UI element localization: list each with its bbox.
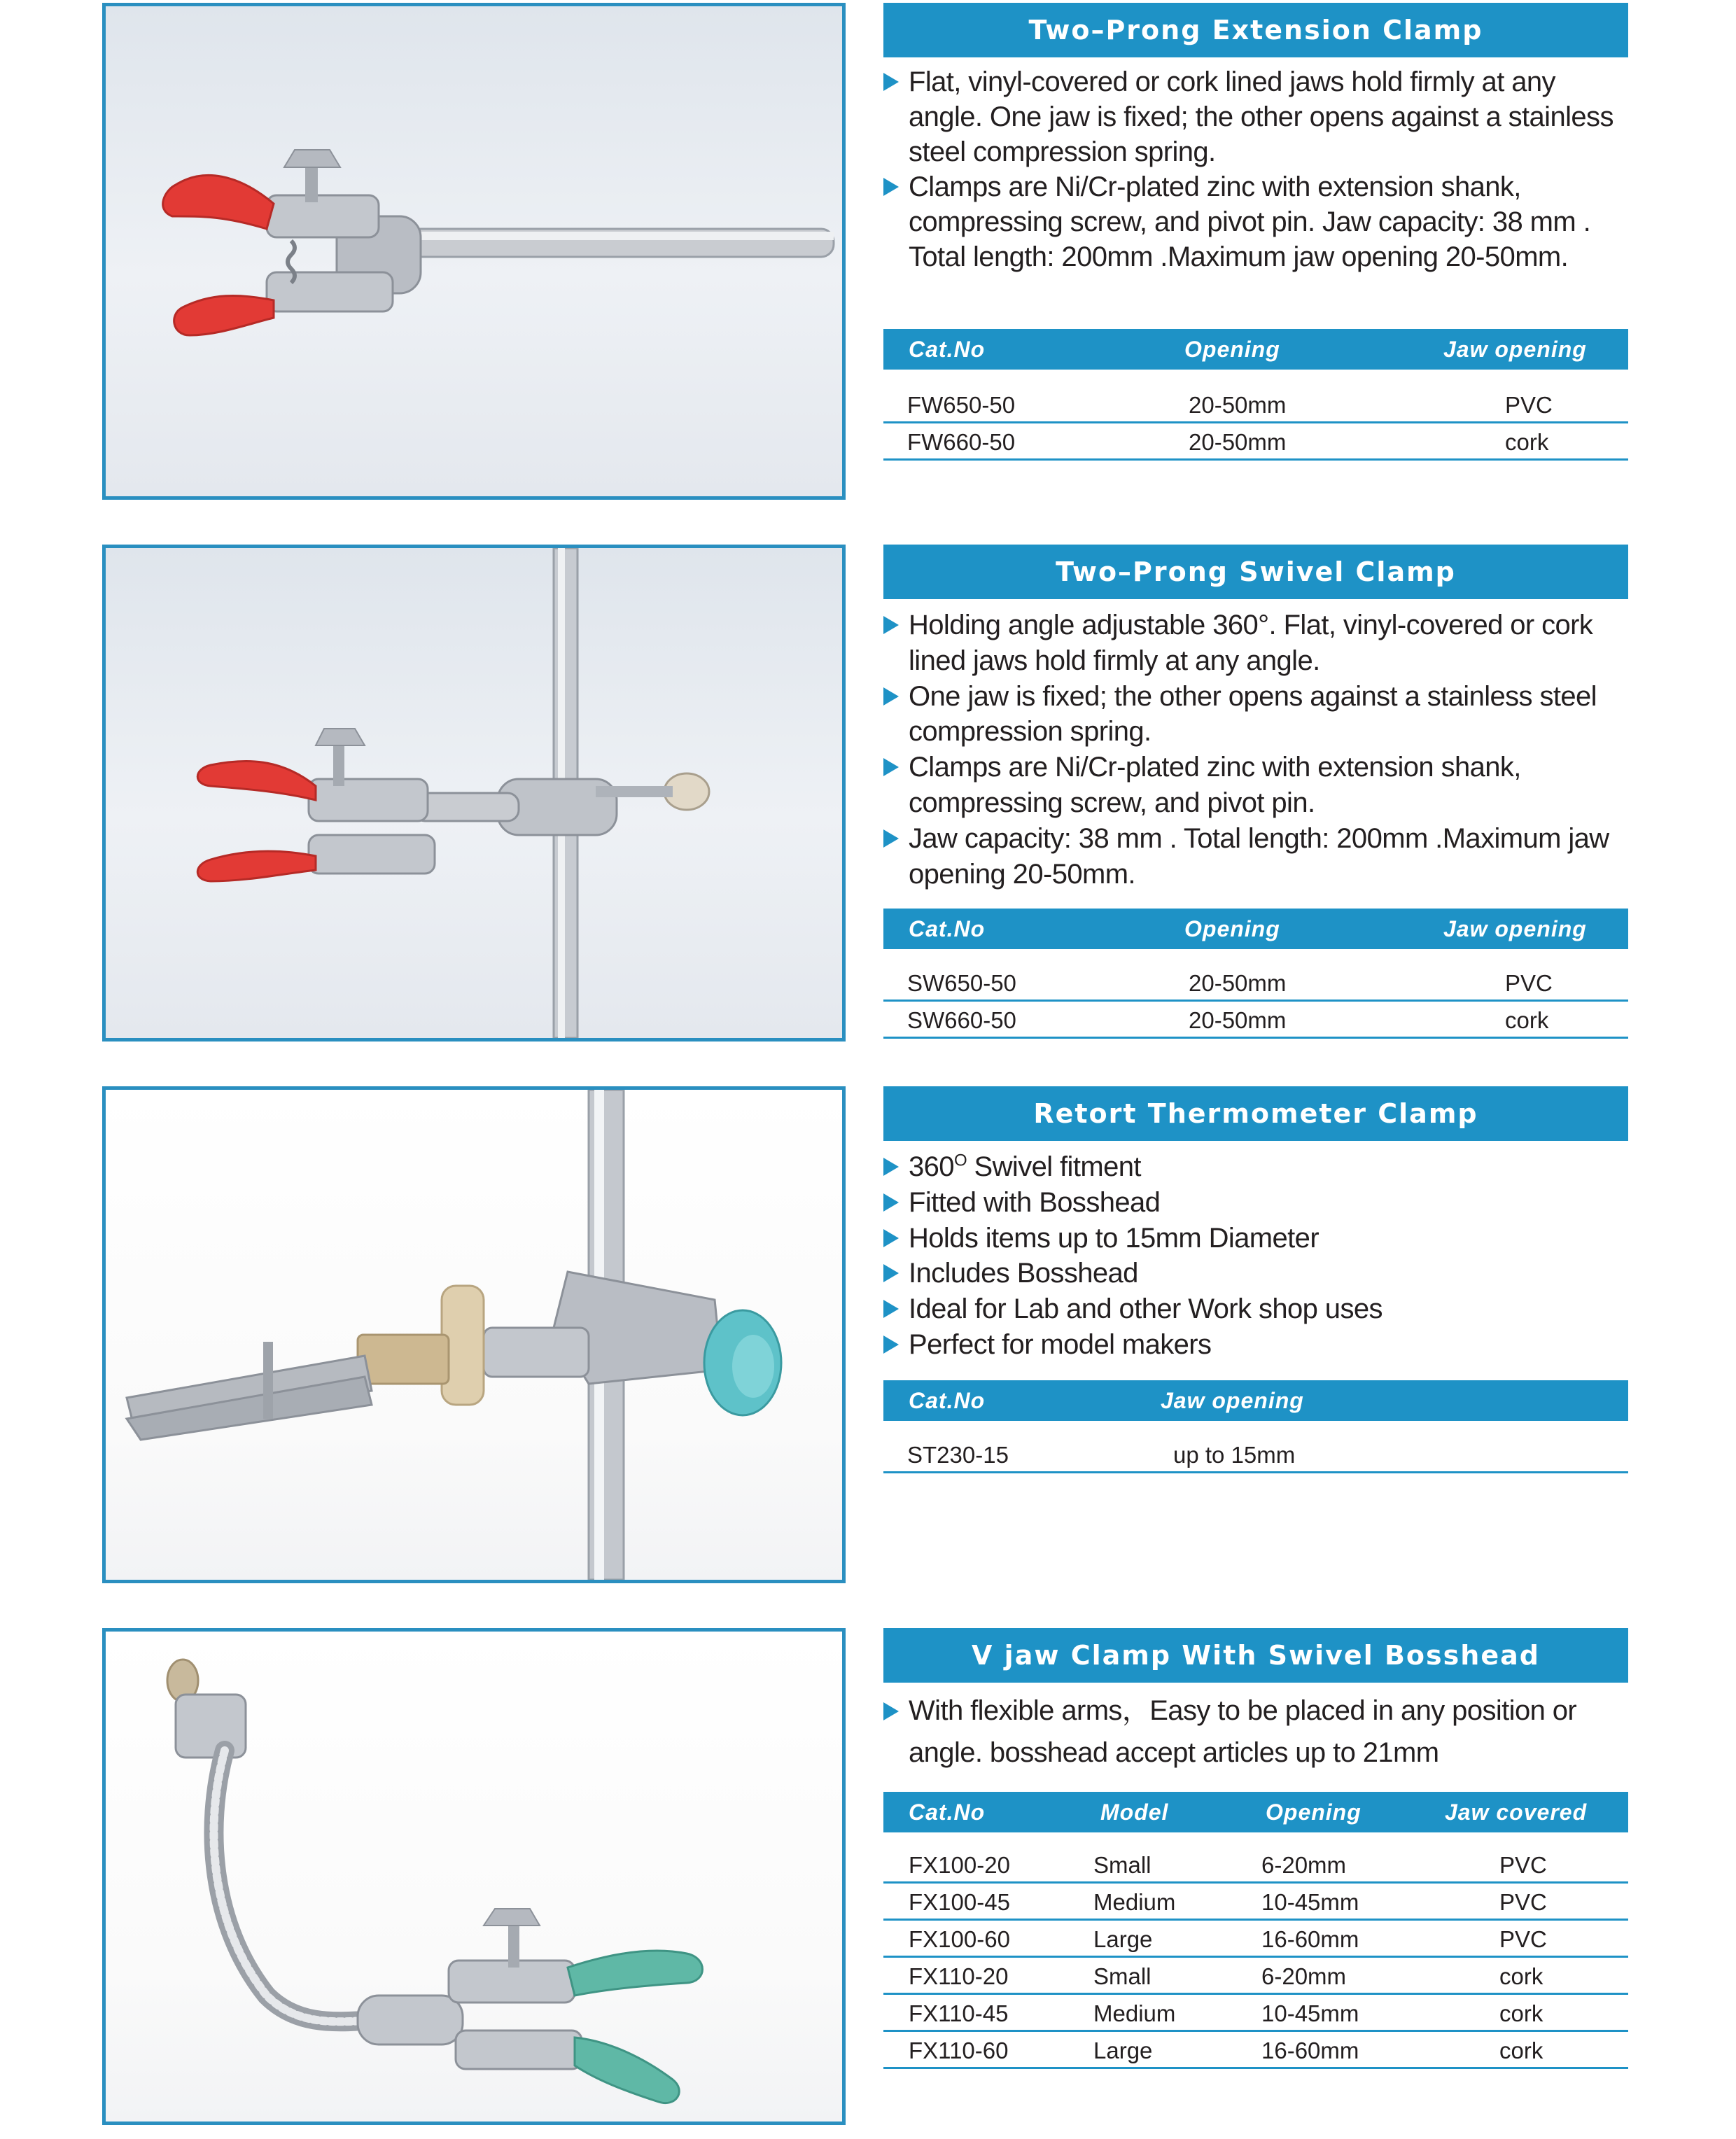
table-header bbox=[883, 1380, 1628, 1421]
feature-list bbox=[883, 608, 1628, 892]
bullet-triangle-icon bbox=[883, 758, 899, 776]
bullet-triangle-icon bbox=[883, 687, 899, 706]
swivel-clamp-icon bbox=[106, 548, 842, 1038]
feature-item: Holding angle adjustable 360°. Flat, vinyl-covered or cork lined jaws hold firmly at any angle. bbox=[883, 608, 1628, 679]
feature-item: Clamps are Ni/Cr-plated zinc with extension shank, compressing screw, and pivot pin. Jaw capacity: 38 mm . Total length: 200mm .Maximum jaw opening 20-50mm. bbox=[883, 169, 1628, 274]
table-row: SW660-50 20-50mm cork bbox=[883, 1000, 1628, 1039]
feature-item: Jaw capacity: 38 mm . Total length: 200mm .Maximum jaw opening 20-50mm. bbox=[883, 821, 1628, 892]
bullet-triangle-icon bbox=[883, 829, 899, 848]
bullet-triangle-icon bbox=[883, 1158, 899, 1176]
col-header-opening: Opening bbox=[1184, 337, 1280, 362]
bullet-triangle-icon bbox=[883, 616, 899, 634]
section-title: V jaw Clamp With Swivel Bosshead bbox=[883, 1628, 1628, 1683]
col-header-opening: Opening bbox=[1266, 1800, 1362, 1825]
col-header-jaw-opening: Jaw opening bbox=[1443, 916, 1587, 941]
v-jaw-clamp-photo bbox=[102, 1628, 846, 2125]
table-row: ST230-15 up to 15mm bbox=[883, 1435, 1628, 1473]
feature-item: Includes Bosshead bbox=[883, 1256, 1628, 1291]
col-header-cat-no: Cat.No bbox=[909, 337, 986, 362]
col-header-jaw-opening: Jaw opening bbox=[1161, 1388, 1304, 1413]
col-header-jaw-opening: Jaw opening bbox=[1443, 337, 1587, 362]
feature-item: Holds items up to 15mm Diameter bbox=[883, 1221, 1628, 1256]
bullet-triangle-icon bbox=[883, 178, 899, 196]
col-header-jaw-covered: Jaw covered bbox=[1445, 1800, 1588, 1825]
feature-item: One jaw is fixed; the other opens against a stainless steel compression spring. bbox=[883, 679, 1628, 750]
table-row: FX110-45 Medium 10-45mm cork bbox=[883, 1993, 1628, 2032]
extension-clamp-icon bbox=[106, 6, 842, 496]
bullet-triangle-icon bbox=[883, 73, 899, 91]
table-header bbox=[883, 909, 1628, 949]
thermometer-clamp-photo bbox=[102, 1086, 846, 1583]
feature-item: $360^O$ Swivel fitment bbox=[883, 1149, 1628, 1185]
feature-item: Clamps are Ni/Cr-plated zinc with extension shank, compressing screw, and pivot pin. bbox=[883, 750, 1628, 821]
feature-item: Fitted with Bosshead bbox=[883, 1185, 1628, 1221]
table-row: FX100-60 Large 16-60mm PVC bbox=[883, 1919, 1628, 1958]
section-title: Retort Thermometer Clamp bbox=[883, 1086, 1628, 1141]
table-header bbox=[883, 329, 1628, 370]
feature-item: Flat, vinyl-covered or cork lined jaws hold firmly at any angle. One jaw is fixed; the other opens against a stainless steel compression spring. bbox=[883, 64, 1628, 169]
col-header-cat-no: Cat.No bbox=[909, 916, 986, 941]
col-header-cat-no: Cat.No bbox=[909, 1388, 986, 1413]
table-row: FW650-50 20-50mm PVC bbox=[883, 385, 1628, 423]
col-header-model: Model bbox=[1100, 1800, 1169, 1825]
table-row: FX100-20 Small 6-20mm PVC bbox=[883, 1845, 1628, 1884]
feature-item: Ideal for Lab and other Work shop uses bbox=[883, 1291, 1628, 1327]
v-jaw-clamp-icon bbox=[106, 1632, 842, 2122]
feature-item: Perfect for model makers bbox=[883, 1327, 1628, 1363]
bullet-triangle-icon bbox=[883, 1193, 899, 1212]
thermometer-clamp-icon bbox=[106, 1090, 842, 1580]
table-row: FW660-50 20-50mm cork bbox=[883, 422, 1628, 461]
feature-list bbox=[883, 64, 1628, 274]
swivel-clamp-photo bbox=[102, 545, 846, 1042]
section-title: Two–Prong Swivel Clamp bbox=[883, 545, 1628, 599]
table-row: FX110-60 Large 16-60mm cork bbox=[883, 2031, 1628, 2069]
table-row: FX110-20 Small 6-20mm cork bbox=[883, 1956, 1628, 1995]
table-header bbox=[883, 1792, 1628, 1832]
col-header-opening: Opening bbox=[1184, 916, 1280, 941]
extension-clamp-photo bbox=[102, 3, 846, 500]
bullet-triangle-icon bbox=[883, 1229, 899, 1247]
bullet-triangle-icon bbox=[883, 1300, 899, 1318]
col-header-cat-no: Cat.No bbox=[909, 1800, 986, 1825]
table-row: SW650-50 20-50mm PVC bbox=[883, 963, 1628, 1002]
feature-list bbox=[883, 1149, 1628, 1363]
bullet-triangle-icon bbox=[883, 1264, 899, 1282]
feature-list bbox=[883, 1690, 1628, 1774]
feature-item: With flexible arms，Easy to be placed in any position or angle. bosshead accept articles up to 21mm bbox=[883, 1690, 1628, 1774]
bullet-triangle-icon bbox=[883, 1702, 899, 1720]
table-row: FX100-45 Medium 10-45mm PVC bbox=[883, 1882, 1628, 1921]
bullet-triangle-icon bbox=[883, 1335, 899, 1354]
section-title: Two–Prong Extension Clamp bbox=[883, 3, 1628, 57]
